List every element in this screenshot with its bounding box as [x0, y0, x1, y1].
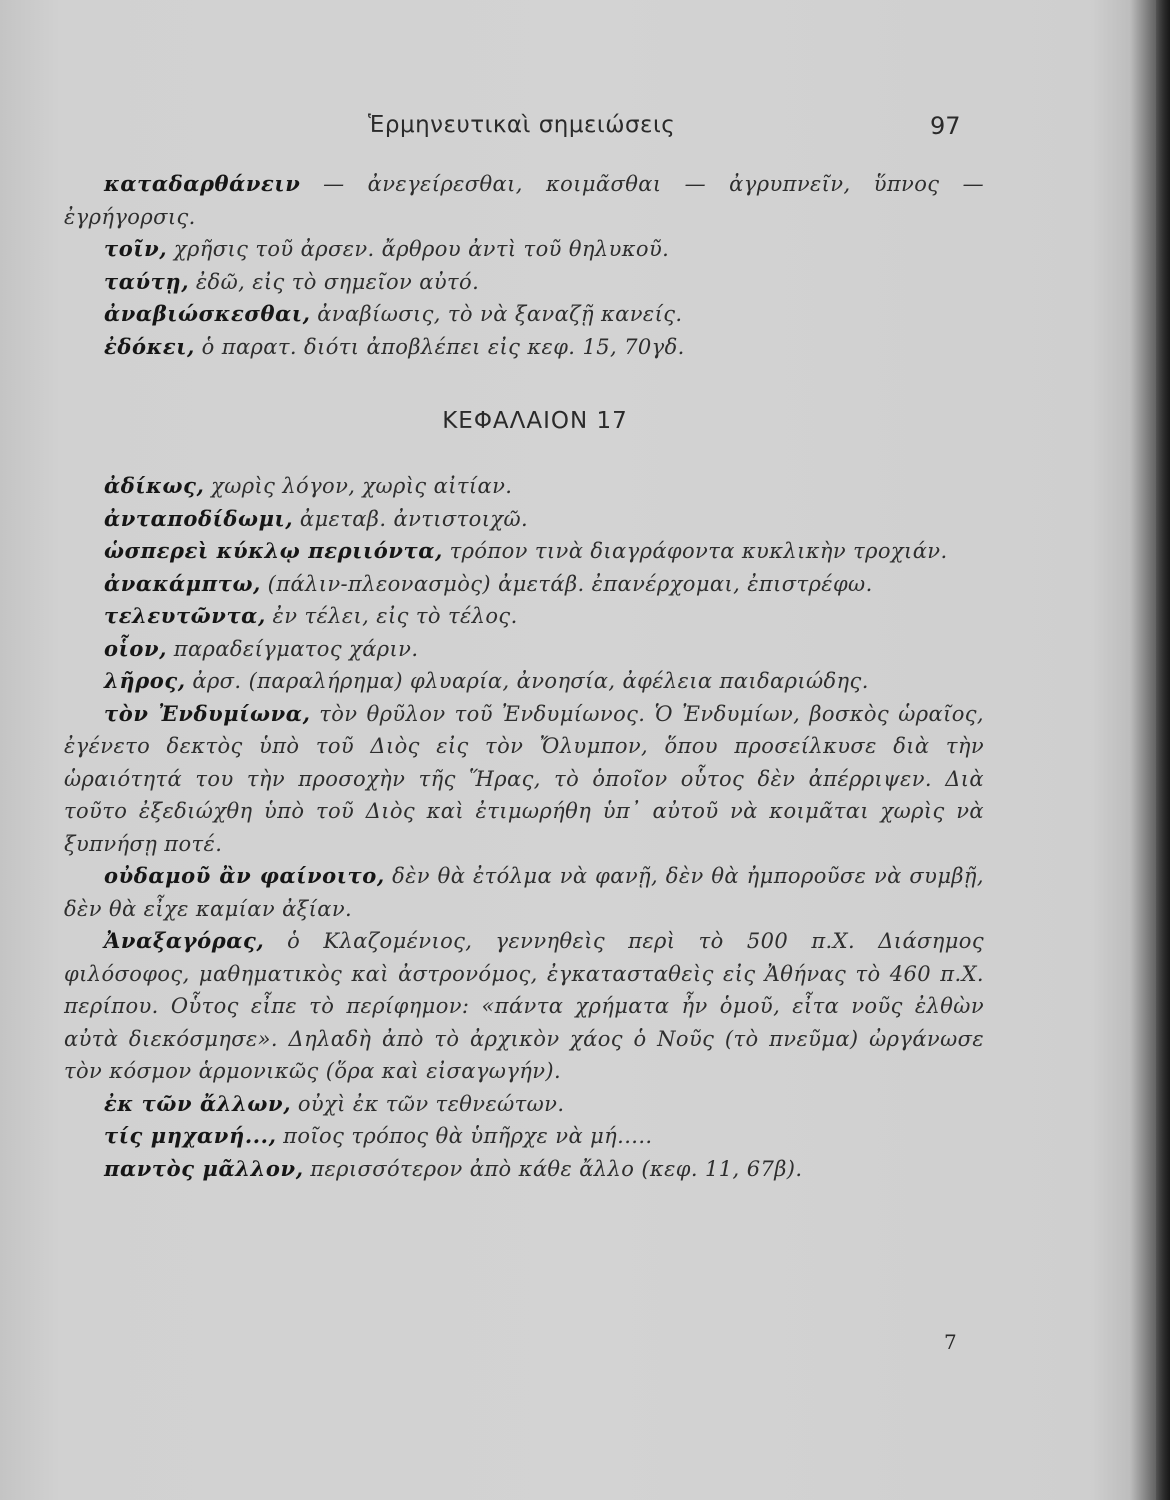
entry-headword: τὸν Ἐνδυμίωνα, — [104, 700, 311, 726]
entry-headword: ἀναβιώσκεσθαι, — [104, 301, 311, 326]
note-entry — [64, 233, 984, 266]
entry-headword: παντὸς μᾶλλον, — [104, 1155, 304, 1181]
notes-block-2 — [64, 470, 984, 1185]
entry-gloss: ἐδῶ, εἰς τὸ σημεῖον αὐτό. — [195, 269, 480, 294]
entry-headword: λῆρος, — [104, 668, 186, 693]
chapter-heading: ΚΕΦΑΛΑΙΟΝ 17 — [442, 408, 628, 434]
entry-gloss: χωρὶς λόγον, χωρὶς αἰτίαν. — [211, 474, 513, 498]
note-entry — [64, 568, 984, 601]
entry-gloss: τὸν θρῦλον τοῦ Ἐνδυμίωνος. Ὁ Ἐνδυμίων, βοσκὸς ὡραῖος, ἐγένετο δεκτὸς ὑπὸ τοῦ Διὸς εἰς τὸν Ὄλυμπον, ὅπου προσείλκυσε διὰ τὴν ὡραιότητά του τὴν προσοχὴν τῆς Ἥρας, τὸ ὁποῖον οὗτος δὲν ἀπέρριψεν. Διὰ τοῦτο ἐξεδιώχθη ὑπὸ τοῦ Διὸς καὶ ἐτιμωρήθη ὑπ᾿ αὐτοῦ νὰ κοιμᾶται χωρὶς νὰ ξυπνήσῃ ποτέ. — [64, 701, 984, 856]
entry-headword: ἐκ τῶν ἄλλων, — [104, 1090, 292, 1116]
running-title: Ἑρμηνευτικαὶ σημειώσεις — [368, 112, 676, 138]
note-entry — [64, 1120, 984, 1153]
entry-gloss: περισσότερον ἀπὸ κάθε ἄλλο (κεφ. 11, 67β). — [310, 1156, 803, 1181]
note-entry — [64, 925, 984, 1088]
entry-gloss: χρῆσις τοῦ ἀρσεν. ἄρθρου ἀντὶ τοῦ θηλυκοῦ. — [173, 237, 670, 261]
note-entry — [64, 1088, 984, 1121]
entry-headword: Ἀναξαγόρας, — [104, 928, 265, 953]
entry-headword: ἀνταποδίδωμι, — [104, 505, 294, 531]
note-entry — [64, 266, 984, 299]
note-entry — [64, 665, 984, 698]
note-entry — [64, 168, 984, 233]
entry-headword: τίς μηχανή..., — [104, 1123, 277, 1148]
note-entry — [64, 331, 984, 364]
entry-gloss: ἐν τέλει, εἰς τὸ τέλος. — [272, 604, 518, 628]
entry-gloss: ἀρσ. (παραλήρημα) φλυαρία, ἀνοησία, ἀφέλεια παιδαριώδης. — [192, 669, 869, 693]
book-spine-shadow — [1156, 0, 1170, 1500]
entry-headword: οὐδαμοῦ ἂν φαίνοιτο, — [104, 863, 385, 888]
note-entry — [64, 503, 984, 536]
note-entry — [64, 470, 984, 503]
note-entry — [64, 860, 984, 925]
note-entry — [64, 298, 984, 331]
entry-headword: ἀνακάμπτω, — [104, 570, 261, 596]
entry-gloss: — ἀνεγείρεσθαι, κοιμᾶσθαι — ἀγρυπνεῖν, ὕπνος — ἐγρήγορσις. — [64, 172, 984, 229]
entry-gloss: ποῖος τρόπος θὰ ὑπῆρχε νὰ μή..... — [283, 1124, 653, 1148]
entry-headword: ἀδίκως, — [104, 473, 205, 498]
entry-gloss: (πάλιν-πλεονασμὸς) ἀμετάβ. ἐπανέρχομαι, ἐπιστρέφω. — [267, 571, 873, 596]
note-entry — [64, 600, 984, 633]
entry-gloss: δὲν θὰ ἐτόλμα νὰ φανῇ, δὲν θὰ ἠμποροῦσε νὰ συμβῇ, δὲν θὰ εἶχε καμίαν ἀξίαν. — [64, 864, 984, 921]
entry-gloss: οὐχὶ ἐκ τῶν τεθνεώτων. — [297, 1091, 565, 1116]
page-number: 97 — [930, 112, 961, 140]
entry-headword: τελευτῶντα, — [104, 603, 266, 628]
entry-gloss: ὁ Κλαζομένιος, γεννηθεὶς περὶ τὸ 500 π.Χ. Διάσημος φιλόσοφος, μαθηματικὸς καὶ ἀστρονόμος, ἐγκατασταθεὶς εἰς Ἀθήνας τὸ 460 π.Χ. περίπου. Οὗτος εἶπε τὸ περίφημον: «πάντα χρήματα ἦν ὁμοῦ, εἶτα νοῦς ἐλθὼν αὐτὰ διεκόσμησε». Δηλαδὴ ἀπὸ τὸ ἀρχικὸν χάος ὁ Νοῦς (τὸ πνεῦμα) ὠργάνωσε τὸν κόσμον ἁρμονικῶς (ὅρα καὶ εἰσαγωγήν). — [64, 929, 984, 1083]
note-entry — [64, 1153, 984, 1186]
entry-headword: τοῖν, — [104, 236, 168, 261]
entry-gloss: ὁ παρατ. διότι ἀποβλέπει εἰς κεφ. 15, 70γδ. — [201, 334, 685, 359]
entry-gloss: ἀμεταβ. ἀντιστοιχῶ. — [299, 506, 529, 531]
entry-headword: ὡσπερεὶ κύκλῳ περιιόντα, — [104, 538, 443, 563]
entry-headword: καταδαρθάνειν — [104, 171, 301, 196]
entry-gloss: παραδείγματος χάριν. — [173, 636, 419, 661]
page-header — [0, 112, 1170, 152]
signature-mark: 7 — [944, 1330, 957, 1354]
entry-gloss: ἀναβίωσις, τὸ νὰ ξαναζῇ κανείς. — [317, 302, 683, 326]
entry-headword: ταύτῃ, — [104, 268, 190, 294]
entry-headword: οἷον, — [104, 635, 168, 661]
entry-headword: ἐδόκει, — [104, 333, 195, 359]
note-entry — [64, 535, 984, 568]
note-entry — [64, 633, 984, 666]
entry-gloss: τρόπον τινὰ διαγράφοντα κυκλικὴν τροχιάν. — [449, 539, 948, 563]
notes-block-1 — [64, 168, 984, 363]
note-entry — [64, 698, 984, 861]
